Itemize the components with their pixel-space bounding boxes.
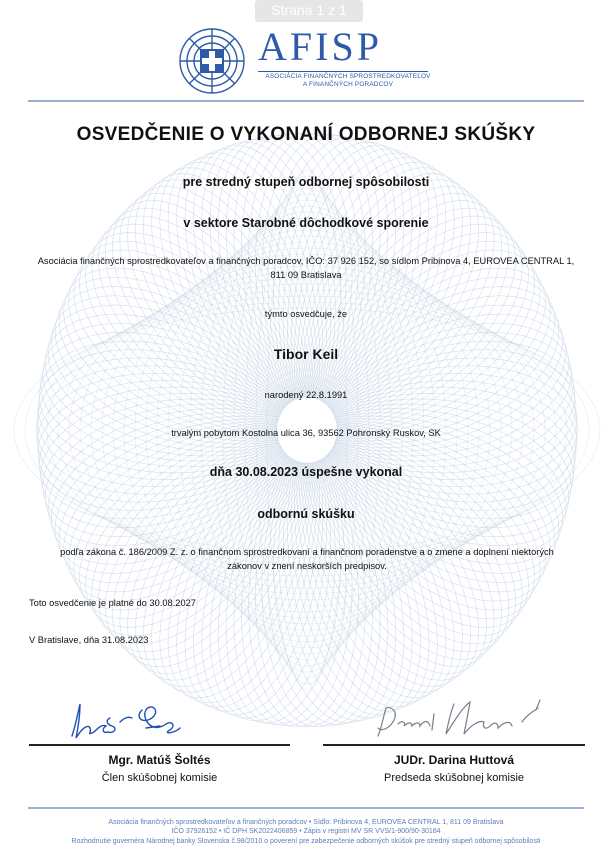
footer-line-2: IČO 37926152 • IČ DPH SK2022406859 • Zápis v registri MV SR VVS/1-900/90-30184 (171, 828, 441, 836)
certifies-text: týmto osvedčuje, že (264, 309, 348, 319)
signatory-role-right: Predseda skúšobnej komisie (383, 772, 525, 784)
guilloche-background (0, 100, 615, 800)
afisp-logo-icon (178, 27, 246, 95)
certificate-title: OSVEDČENIE O VYKONANÍ ODBORNEJ SKÚŠKY (76, 124, 536, 145)
logo-wordmark: AFISP (258, 24, 382, 69)
law-reference: podľa zákona č. 186/2009 Z. z. o finančnom sprostredkovaní a finančnom poradenstve a o zmene a doplnení niektorých zákonov v znení neskorších predpisov. (60, 547, 554, 571)
logo-subtitle-line2: A FINANČNÝCH PORADCOV (302, 81, 394, 88)
signature-huttova (372, 696, 548, 742)
header-divider (28, 100, 584, 102)
signature-line-left (29, 744, 290, 746)
logo-rule (258, 71, 428, 72)
footer-line-1: Asociácia finančných sprostredkovateľov a finančných poradcov • Sídlo: Pribinova 4, EUROVEA CENTRAL 1, 811 09 Bratislava (108, 819, 504, 826)
certificate-level: pre stredný stupeň odbornej spôsobilosti (182, 175, 430, 189)
signatory-name-right: JUDr. Darina Huttová (393, 753, 515, 767)
footer-divider (28, 807, 584, 809)
signature-soltes (62, 698, 192, 742)
person-name: Tibor Keil (273, 346, 339, 362)
signature-line-right (323, 744, 585, 746)
signatory-role-left: Člen skúšobnej komisie (101, 772, 218, 784)
exam-type: odbornú skúšku (257, 507, 355, 521)
issuer-text: Asociácia finančných sprostredkovateľov a finančných poradcov, IČO: 37 926 152, so sídlom Pribinova 4, EUROVEA CENTRAL 1, 811 09 Bratislava (37, 256, 575, 280)
footer (28, 818, 584, 846)
logo-subtitle (258, 73, 438, 89)
footer-line-3: Rozhodnutie guvernéra Národnej banky Slovenska č.98/2010 o poverení pre zabezpečenie odborných skúšok pre stredný stupeň odbornej spôsobilosti (71, 837, 541, 845)
afisp-logo (178, 24, 448, 95)
certificate-sector: v sektore Starobné dôchodkové sporenie (183, 216, 429, 230)
residence: trvalým pobytom Kostolna ulica 36, 93562 Pohronský Ruskov, SK (171, 428, 441, 438)
birth-date: narodený 22.8.1991 (264, 390, 348, 400)
exam-date-line: dňa 30.08.2023 úspešne vykonal (209, 465, 403, 479)
validity-text: Toto osvedčenie je platné do 30.08.2027 (29, 598, 196, 608)
place-date: V Bratislave, dňa 31.08.2023 (29, 635, 149, 645)
page-indicator: Strana 1 z 1 (255, 0, 363, 22)
logo-subtitle-line1: ASOCIÁCIA FINANČNÝCH SPROSTREDKOVATEĽOV (265, 73, 431, 80)
signatory-name-left: Mgr. Matúš Šoltés (108, 753, 211, 767)
